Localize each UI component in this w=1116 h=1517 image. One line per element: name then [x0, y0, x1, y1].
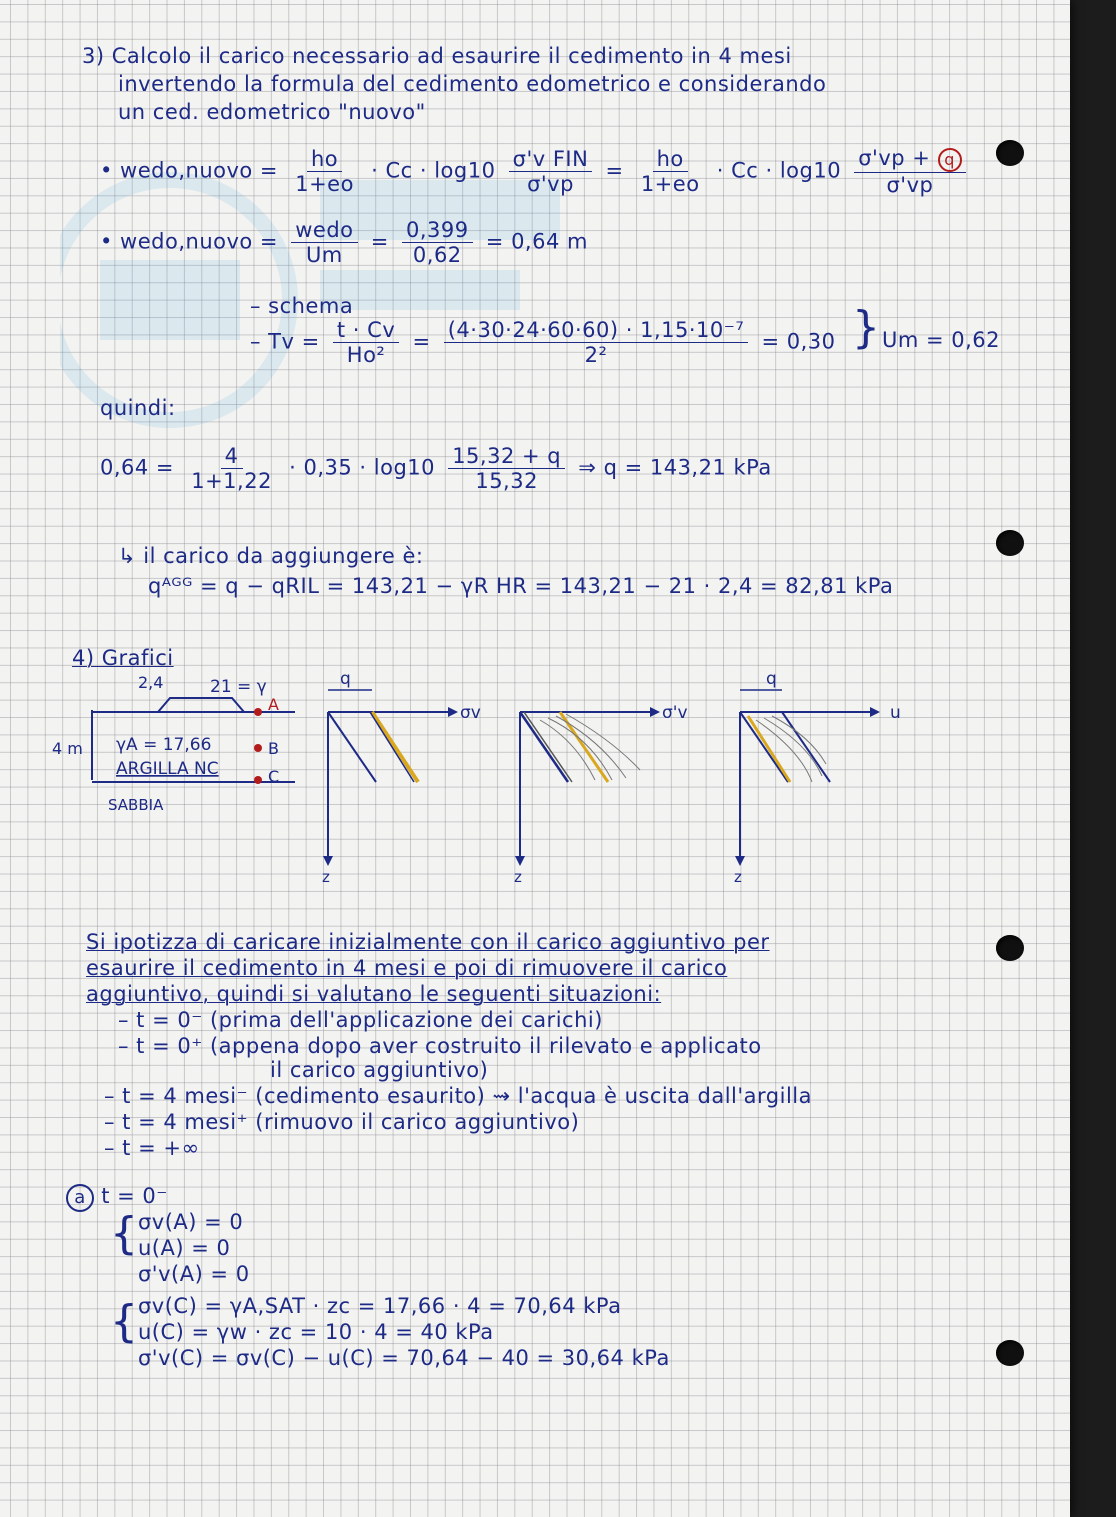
point-a-marker — [254, 708, 262, 716]
frac-den: 2² — [584, 343, 608, 367]
carico-label: ↳ il carico da aggiungere è: — [118, 544, 424, 568]
circled-q: q — [938, 148, 962, 172]
fraction — [509, 147, 593, 196]
frac-den: Ho² — [346, 343, 386, 367]
frac-num-text: σ'vp + — [858, 146, 931, 170]
binder-hole — [996, 935, 1024, 961]
frac-den: σ'vp — [886, 173, 934, 197]
text-line-7: – t = 4 mesi⁻ (cedimento esaurito) ⇝ l'acqua è uscita dall'argilla — [104, 1084, 812, 1108]
embankment-height-label: 2,4 — [138, 673, 164, 692]
frac-num: (4·30·24·60·60) · 1,15·10⁻⁷ — [444, 318, 749, 343]
um-value: Um = 0,62 — [882, 328, 1001, 352]
equation-wedo-nuovo-2 — [100, 218, 588, 267]
section3-heading-1: 3) Calcolo il carico necessario ad esaurire il cedimento in 4 mesi — [82, 44, 792, 68]
fraction — [637, 147, 704, 196]
eq-result: q = 143,21 kPa — [603, 455, 772, 480]
eq-lhs: – Tv = — [250, 329, 320, 354]
fraction — [291, 147, 358, 196]
sand-layer-label: SABBIA — [108, 796, 164, 814]
gamma-r-label: 21 = γ — [210, 677, 267, 697]
case-a-badge: a — [66, 1184, 94, 1212]
frac-num — [854, 146, 965, 173]
graphs-diagram — [0, 660, 1070, 900]
point-b-label: B — [268, 739, 279, 758]
sigma-v-eff-c: σ'v(C) = σv(C) − u(C) = 70,64 − 40 = 30,64 kPa — [138, 1346, 670, 1370]
chart2-x-axis-label: σ'v — [662, 703, 688, 723]
eq-result: = 0,30 — [761, 329, 836, 354]
frac-den: Um — [305, 243, 343, 267]
frac-num: wedo — [291, 218, 357, 243]
binder-hole — [996, 140, 1024, 166]
quindi-label: quindi: — [100, 396, 176, 420]
frac-den: 1+1,22 — [191, 469, 272, 493]
frac-den: 1+eo — [295, 172, 354, 196]
frac-num: ho — [653, 147, 688, 172]
fraction — [854, 146, 965, 197]
eq-mid: · 0,35 · log10 — [289, 455, 435, 480]
fraction — [291, 218, 357, 267]
sigma-v-c: σv(C) = γA,SAT · zc = 17,66 · 4 = 70,64 kPa — [138, 1294, 622, 1318]
chart3-x-axis-label: u — [890, 703, 901, 723]
curly-brace: { — [110, 1296, 138, 1347]
equation-wedo-nuovo — [100, 146, 972, 197]
fraction — [448, 444, 565, 493]
eq-result: = 0,64 m — [485, 229, 588, 254]
eq-lhs: 0,64 = — [100, 455, 175, 480]
u-c: u(C) = γw · zc = 10 · 4 = 40 kPa — [138, 1320, 494, 1344]
eq-mid: · Cc · log10 — [716, 158, 842, 183]
chart2-z-axis-label: z — [514, 868, 522, 886]
chart3-q-label: q — [766, 669, 777, 689]
chart-sigma-v — [322, 669, 481, 886]
equation-q — [100, 444, 772, 493]
frac-num: ho — [307, 147, 342, 172]
eq-sign: = — [370, 229, 389, 254]
eq-mid: · Cc · log10 — [371, 158, 496, 183]
chart-pore-pressure — [734, 669, 901, 886]
text-line-4: – t = 0⁻ (prima dell'applicazione dei carichi) — [118, 1008, 603, 1032]
frac-den: 1+eo — [640, 172, 700, 196]
section3-heading-3: un ced. edometrico "nuovo" — [118, 100, 426, 124]
eq-sign: = — [605, 158, 624, 183]
chart-sigma-v-eff — [514, 703, 688, 886]
point-c-marker — [254, 776, 262, 784]
fraction — [333, 318, 399, 367]
chart1-x-axis-label: σv — [460, 703, 481, 723]
fraction — [187, 444, 276, 493]
section3-heading-2: invertendo la formula del cedimento edometrico e considerando — [118, 72, 827, 96]
chart1-z-axis-label: z — [322, 868, 330, 886]
text-line-6: il carico aggiuntivo) — [270, 1058, 489, 1082]
frac-num: 0,399 — [402, 218, 473, 243]
implies-arrow: ⇒ — [578, 455, 597, 480]
depth-label: 4 m — [52, 739, 83, 758]
eq-sign: = — [412, 329, 431, 354]
eq-lhs: • wedo,nuovo = — [100, 229, 279, 254]
binder-hole — [996, 1340, 1024, 1366]
point-c-label: C — [268, 767, 280, 786]
soil-profile — [52, 673, 295, 814]
sigma-v-eff-a: σ'v(A) = 0 — [138, 1262, 250, 1286]
frac-num: σ'v FIN — [509, 147, 593, 172]
sigma-v-a: σv(A) = 0 — [138, 1210, 244, 1234]
curly-brace: { — [110, 1208, 138, 1259]
frac-den: 15,32 — [475, 469, 538, 493]
text-line-5: – t = 0⁺ (appena dopo aver costruito il rilevato e applicato — [118, 1034, 762, 1058]
chart1-q-label: q — [340, 669, 351, 689]
binder-hole — [996, 530, 1024, 556]
text-line-1: Si ipotizza di caricare inizialmente con il carico aggiuntivo per — [86, 930, 770, 954]
chart3-z-axis-label: z — [734, 868, 742, 886]
frac-num: t · Cv — [333, 318, 399, 343]
point-b-marker — [254, 744, 262, 752]
text-line-8: – t = 4 mesi⁺ (rimuovo il carico aggiuntivo) — [104, 1110, 580, 1134]
schema-label: – schema — [250, 294, 354, 318]
eq-lhs: • wedo,nuovo = — [100, 158, 279, 183]
frac-num: 15,32 + q — [448, 444, 565, 469]
frac-den: 0,62 — [412, 243, 462, 267]
text-line-9: – t = +∞ — [104, 1136, 200, 1160]
case-a-title: t = 0⁻ — [101, 1184, 168, 1208]
qagg-equation: qᴬᴳᴳ = q − qRIL = 143,21 − γR HR = 143,21 − 21 · 2,4 = 82,81 kPa — [148, 574, 894, 598]
fraction — [444, 318, 749, 367]
frac-num: 4 — [221, 444, 243, 469]
gamma-a-label: γA = 17,66 — [116, 735, 212, 755]
text-line-2: esaurire il cedimento in 4 mesi e poi di rimuovere il carico — [86, 956, 728, 980]
frac-den: σ'vp — [527, 172, 574, 196]
text-line-3: aggiuntivo, quindi si valutano le seguenti situazioni: — [86, 982, 662, 1006]
clay-layer-label: ARGILLA NC — [116, 759, 219, 779]
u-a: u(A) = 0 — [138, 1236, 231, 1260]
curly-brace: } — [852, 302, 880, 353]
equation-tv — [250, 318, 835, 367]
section4-heading: 4) Grafici — [72, 646, 174, 670]
fraction — [402, 218, 473, 267]
point-a-label: A — [268, 695, 279, 714]
